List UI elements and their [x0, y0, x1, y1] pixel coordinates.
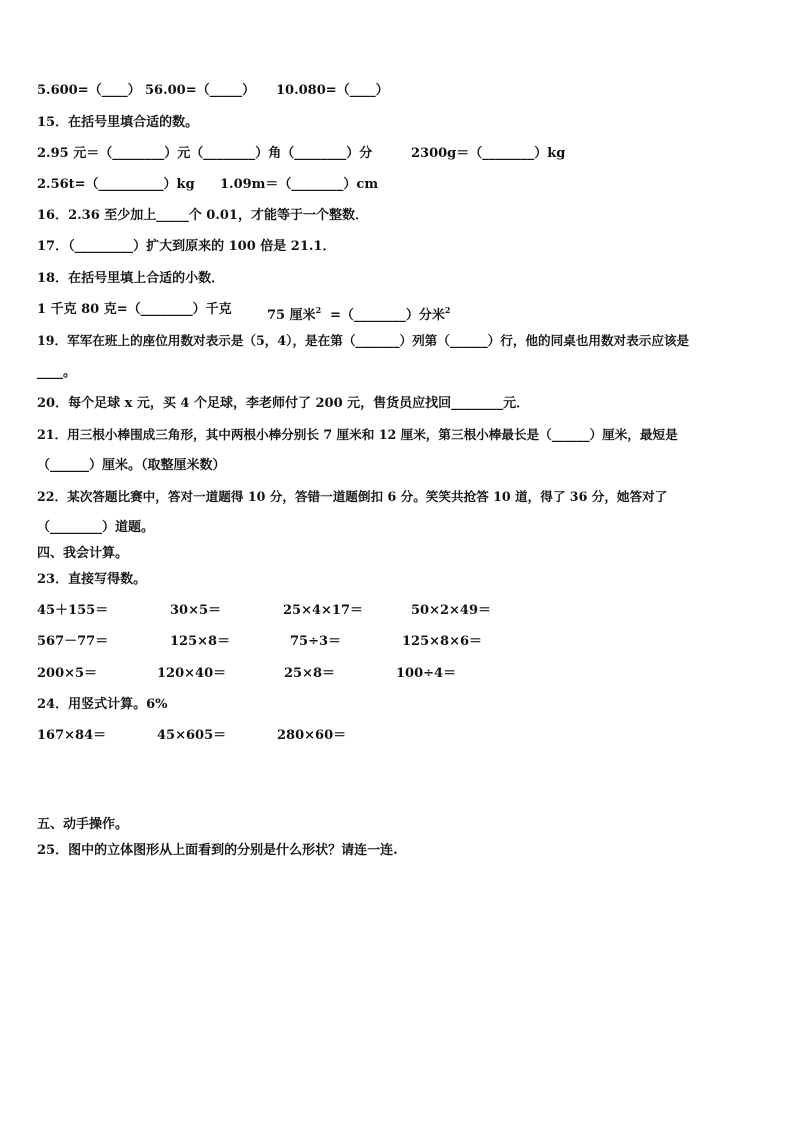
- calc-item: 50×2×49＝: [411, 603, 492, 618]
- calc-item: 167×84＝: [37, 728, 107, 743]
- money-conversion: 2.95 元＝（________）元（________）角（________）分: [37, 146, 373, 161]
- calc-item: 75÷3＝: [290, 634, 342, 649]
- question-25: 25．图中的立体图形从上面看到的分别是什么形状？请连一连.: [37, 843, 398, 858]
- question-19-continuation: ____。: [37, 365, 77, 380]
- question-20: 20．每个足球 x 元，买 4 个足球，李老师付了 200 元，售货员应找回________元．: [37, 396, 530, 411]
- question-22: 22．某次答题比赛中，答对一道题得 10 分，答错一道题倒扣 6 分。笑笑共抢答 10 道，得了 36 分，她答对了: [37, 489, 668, 504]
- kilogram-conversion: 1 千克 80 克=（________）千克: [37, 302, 232, 317]
- question-15: 15．在括号里填合适的数。: [37, 115, 199, 130]
- area-conversion-rhs: =（________）分米$^2$: [330, 305, 451, 323]
- question-16: 16．2.36 至少加上_____个 0.01，才能等于一个整数．: [37, 208, 368, 223]
- calc-item: 45×605＝: [157, 728, 227, 743]
- blank-10-080: 10.080=（____）: [276, 83, 389, 98]
- calc-item: 567－77＝: [37, 634, 109, 649]
- question-19: 19．军军在班上的座位用数对表示是（5，4），是在第（_______）列第（______）行，他的同桌也用数对表示应该是: [37, 333, 690, 348]
- calc-item: 125×8＝: [170, 634, 231, 649]
- calc-item: 120×40＝: [157, 666, 227, 681]
- question-21-continuation: （______）厘米。（取整厘米数）: [37, 458, 226, 473]
- calc-item: 25×8＝: [284, 666, 336, 681]
- calc-item: 30×5＝: [170, 603, 222, 618]
- question-23: 23．直接写得数。: [37, 572, 147, 587]
- calc-item: 280×60＝: [277, 728, 347, 743]
- blank-56-00: 56.00=（_____）: [145, 83, 256, 98]
- question-21: 21．用三根小棒围成三角形，其中两根小棒分别长 7 厘米和 12 厘米，第三根小棒最长是（______）厘米，最短是: [37, 427, 678, 442]
- section-4-heading: 四、我会计算。: [37, 546, 129, 561]
- calc-item: 100÷4＝: [396, 666, 457, 681]
- meter-conversion: 1.09m＝（________）cm: [220, 177, 379, 192]
- calc-item: 45＋155＝: [37, 603, 109, 618]
- gram-conversion: 2300g＝（________）kg: [411, 146, 566, 161]
- ton-conversion: 2.56t=（__________）kg: [37, 177, 195, 192]
- question-18: 18．在括号里填上合适的小数．: [37, 271, 225, 286]
- area-conversion-lhs: 75 厘米$^2$: [267, 305, 322, 323]
- question-22-continuation: （________）道题。: [37, 520, 155, 535]
- question-17: 17．（_________）扩大到原来的 100 倍是 21.1．: [37, 239, 336, 254]
- question-24: 24．用竖式计算。6%: [37, 697, 168, 712]
- blank-5-600: 5.600=（____）: [37, 83, 141, 98]
- calc-item: 200×5＝: [37, 666, 98, 681]
- calc-item: 125×8×6＝: [402, 634, 483, 649]
- calc-item: 25×4×17＝: [283, 603, 364, 618]
- section-5-heading: 五、动手操作。: [37, 817, 129, 832]
